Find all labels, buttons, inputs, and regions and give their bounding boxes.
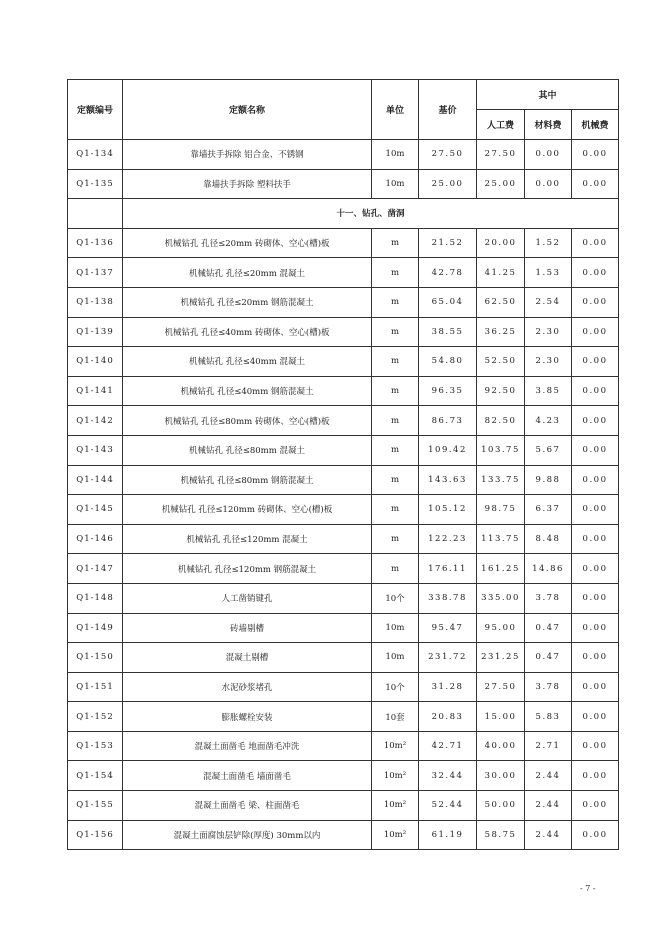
table-row — [68, 228, 619, 258]
code-cell: Q1-152 — [68, 702, 123, 732]
code-cell: Q1-148 — [68, 583, 123, 613]
material-cell: 6.37 — [525, 495, 572, 525]
code-cell: Q1-154 — [68, 761, 123, 791]
labor-cell: 27.50 — [477, 672, 525, 702]
material-cell: 8.48 — [525, 524, 572, 554]
base-price-cell: 20.83 — [419, 702, 477, 732]
name-cell: 机械钻孔 孔径≤120mm 混凝土 — [123, 524, 372, 554]
labor-cell: 58.75 — [477, 820, 525, 850]
base-price-cell: 95.47 — [419, 613, 477, 643]
material-cell: 4.23 — [525, 406, 572, 436]
material-cell: 0.00 — [525, 140, 572, 170]
table-row — [68, 140, 619, 170]
base-price-cell: 27.50 — [419, 140, 477, 170]
name-cell: 砖墙剔槽 — [123, 613, 372, 643]
material-cell: 5.83 — [525, 702, 572, 732]
machine-cell: 0.00 — [572, 791, 619, 821]
machine-cell: 0.00 — [572, 169, 619, 199]
material-cell: 3.78 — [525, 672, 572, 702]
table-row — [68, 791, 619, 821]
labor-cell: 92.50 — [477, 376, 525, 406]
header-name: 定额名称 — [123, 80, 372, 140]
unit-cell: m — [372, 317, 419, 347]
machine-cell: 0.00 — [572, 258, 619, 288]
unit-cell: m — [372, 524, 419, 554]
name-cell: 机械钻孔 孔径≤80mm 混凝土 — [123, 435, 372, 465]
code-cell: Q1-153 — [68, 731, 123, 761]
header-material: 材料费 — [525, 110, 572, 140]
material-cell: 5.67 — [525, 435, 572, 465]
unit-cell: 10m² — [372, 820, 419, 850]
machine-cell: 0.00 — [572, 731, 619, 761]
machine-cell: 0.00 — [572, 820, 619, 850]
labor-cell: 103.75 — [477, 435, 525, 465]
base-price-cell: 65.04 — [419, 287, 477, 317]
code-cell: Q1-137 — [68, 258, 123, 288]
machine-cell: 0.00 — [572, 347, 619, 377]
material-cell: 2.30 — [525, 347, 572, 377]
unit-cell: 10个 — [372, 583, 419, 613]
name-cell: 混凝土面凿毛 墙面凿毛 — [123, 761, 372, 791]
code-cell: Q1-143 — [68, 435, 123, 465]
machine-cell: 0.00 — [572, 376, 619, 406]
base-price-cell: 42.78 — [419, 258, 477, 288]
unit-cell: m — [372, 347, 419, 377]
code-cell: Q1-146 — [68, 524, 123, 554]
unit-cell: 10套 — [372, 702, 419, 732]
header-code: 定额编号 — [68, 80, 123, 140]
table-row — [68, 347, 619, 377]
unit-cell: 10m² — [372, 791, 419, 821]
material-cell: 3.85 — [525, 376, 572, 406]
header-labor: 人工费 — [477, 110, 525, 140]
unit-cell: m — [372, 465, 419, 495]
labor-cell: 335.00 — [477, 583, 525, 613]
table-row — [68, 524, 619, 554]
machine-cell: 0.00 — [572, 583, 619, 613]
unit-cell: m — [372, 495, 419, 525]
material-cell: 14.86 — [525, 554, 572, 584]
code-cell: Q1-145 — [68, 495, 123, 525]
name-cell: 机械钻孔 孔径≤120mm 钢筋混凝土 — [123, 554, 372, 584]
name-cell: 机械钻孔 孔径≤40mm 砖砌体、空心(槽)板 — [123, 317, 372, 347]
base-price-cell: 54.80 — [419, 347, 477, 377]
name-cell: 靠墙扶手拆除 铝合金、不锈钢 — [123, 140, 372, 170]
section-code-cell — [68, 199, 123, 229]
name-cell: 水泥砂浆堵孔 — [123, 672, 372, 702]
name-cell: 机械钻孔 孔径≤80mm 钢筋混凝土 — [123, 465, 372, 495]
labor-cell: 50.00 — [477, 791, 525, 821]
code-cell: Q1-144 — [68, 465, 123, 495]
table-row — [68, 317, 619, 347]
header-base-price: 基价 — [419, 80, 477, 140]
code-cell: Q1-141 — [68, 376, 123, 406]
table-row — [68, 169, 619, 199]
base-price-cell: 105.12 — [419, 495, 477, 525]
table-row — [68, 761, 619, 791]
labor-cell: 82.50 — [477, 406, 525, 436]
base-price-cell: 42.71 — [419, 731, 477, 761]
labor-cell: 133.75 — [477, 465, 525, 495]
material-cell: 2.44 — [525, 791, 572, 821]
table-body-before — [68, 140, 619, 199]
table-row — [68, 406, 619, 436]
name-cell: 机械钻孔 孔径≤40mm 钢筋混凝土 — [123, 376, 372, 406]
unit-cell: 10m — [372, 643, 419, 673]
labor-cell: 40.00 — [477, 731, 525, 761]
material-cell: 2.44 — [525, 761, 572, 791]
table-row — [68, 643, 619, 673]
name-cell: 混凝土剔槽 — [123, 643, 372, 673]
quota-table — [67, 79, 619, 850]
unit-cell: 10m — [372, 169, 419, 199]
unit-cell: m — [372, 258, 419, 288]
material-cell: 1.52 — [525, 228, 572, 258]
labor-cell: 25.00 — [477, 169, 525, 199]
machine-cell: 0.00 — [572, 435, 619, 465]
unit-cell: 10m² — [372, 731, 419, 761]
code-cell: Q1-134 — [68, 140, 123, 170]
header-row-1 — [68, 80, 619, 110]
material-cell: 2.71 — [525, 731, 572, 761]
unit-cell: m — [372, 435, 419, 465]
table-row — [68, 287, 619, 317]
base-price-cell: 122.23 — [419, 524, 477, 554]
labor-cell: 36.25 — [477, 317, 525, 347]
unit-cell: 10个 — [372, 672, 419, 702]
code-cell: Q1-156 — [68, 820, 123, 850]
machine-cell: 0.00 — [572, 672, 619, 702]
machine-cell: 0.00 — [572, 287, 619, 317]
material-cell: 9.88 — [525, 465, 572, 495]
name-cell: 混凝土面凿毛 地面凿毛冲洗 — [123, 731, 372, 761]
code-cell: Q1-149 — [68, 613, 123, 643]
material-cell: 2.30 — [525, 317, 572, 347]
table-row — [68, 554, 619, 584]
table-body-after — [68, 228, 619, 849]
labor-cell: 231.25 — [477, 643, 525, 673]
section-title: 十一、钻孔、凿洞 — [123, 199, 619, 229]
base-price-cell: 109.42 — [419, 435, 477, 465]
machine-cell: 0.00 — [572, 465, 619, 495]
code-cell: Q1-140 — [68, 347, 123, 377]
material-cell: 3.78 — [525, 583, 572, 613]
table-row — [68, 731, 619, 761]
machine-cell: 0.00 — [572, 761, 619, 791]
code-cell: Q1-150 — [68, 643, 123, 673]
table-row — [68, 465, 619, 495]
code-cell: Q1-138 — [68, 287, 123, 317]
unit-cell: 10m — [372, 140, 419, 170]
table-row — [68, 495, 619, 525]
name-cell: 膨胀螺栓安装 — [123, 702, 372, 732]
machine-cell: 0.00 — [572, 613, 619, 643]
unit-cell: 10m — [372, 613, 419, 643]
machine-cell: 0.00 — [572, 317, 619, 347]
base-price-cell: 31.28 — [419, 672, 477, 702]
material-cell: 0.00 — [525, 169, 572, 199]
labor-cell: 41.25 — [477, 258, 525, 288]
name-cell: 机械钻孔 孔径≤20mm 混凝土 — [123, 258, 372, 288]
header-machine: 机械费 — [572, 110, 619, 140]
header-group: 其中 — [477, 80, 619, 110]
code-cell: Q1-151 — [68, 672, 123, 702]
table-row — [68, 702, 619, 732]
name-cell: 混凝土面凿毛 梁、柱面凿毛 — [123, 791, 372, 821]
name-cell: 机械钻孔 孔径≤40mm 混凝土 — [123, 347, 372, 377]
material-cell: 1.53 — [525, 258, 572, 288]
labor-cell: 161.25 — [477, 554, 525, 584]
table-row — [68, 583, 619, 613]
code-cell: Q1-155 — [68, 791, 123, 821]
base-price-cell: 338.78 — [419, 583, 477, 613]
base-price-cell: 25.00 — [419, 169, 477, 199]
labor-cell: 52.50 — [477, 347, 525, 377]
table-row — [68, 613, 619, 643]
code-cell: Q1-142 — [68, 406, 123, 436]
machine-cell: 0.00 — [572, 702, 619, 732]
table-row — [68, 435, 619, 465]
code-cell: Q1-139 — [68, 317, 123, 347]
labor-cell: 98.75 — [477, 495, 525, 525]
name-cell: 机械钻孔 孔径≤80mm 砖砌体、空心(槽)板 — [123, 406, 372, 436]
unit-cell: 10m² — [372, 761, 419, 791]
labor-cell: 113.75 — [477, 524, 525, 554]
base-price-cell: 86.73 — [419, 406, 477, 436]
table-row — [68, 376, 619, 406]
material-cell: 0.47 — [525, 613, 572, 643]
machine-cell: 0.00 — [572, 554, 619, 584]
machine-cell: 0.00 — [572, 643, 619, 673]
material-cell: 2.44 — [525, 820, 572, 850]
base-price-cell: 21.52 — [419, 228, 477, 258]
base-price-cell: 143.63 — [419, 465, 477, 495]
base-price-cell: 96.35 — [419, 376, 477, 406]
base-price-cell: 61.19 — [419, 820, 477, 850]
name-cell: 混凝土面腐蚀层铲除(厚度) 30mm以内 — [123, 820, 372, 850]
base-price-cell: 176.11 — [419, 554, 477, 584]
base-price-cell: 52.44 — [419, 791, 477, 821]
machine-cell: 0.00 — [572, 495, 619, 525]
unit-cell: m — [372, 228, 419, 258]
name-cell: 机械钻孔 孔径≤120mm 砖砌体、空心(槽)板 — [123, 495, 372, 525]
machine-cell: 0.00 — [572, 524, 619, 554]
unit-cell: m — [372, 554, 419, 584]
base-price-cell: 231.72 — [419, 643, 477, 673]
unit-cell: m — [372, 376, 419, 406]
table-row — [68, 820, 619, 850]
labor-cell: 15.00 — [477, 702, 525, 732]
code-cell: Q1-136 — [68, 228, 123, 258]
machine-cell: 0.00 — [572, 140, 619, 170]
unit-cell: m — [372, 287, 419, 317]
name-cell: 靠墙扶手拆除 塑料扶手 — [123, 169, 372, 199]
material-cell: 2.54 — [525, 287, 572, 317]
labor-cell: 20.00 — [477, 228, 525, 258]
page-number: - 7 - — [580, 884, 596, 893]
material-cell: 0.47 — [525, 643, 572, 673]
base-price-cell: 38.55 — [419, 317, 477, 347]
code-cell: Q1-147 — [68, 554, 123, 584]
table-row — [68, 258, 619, 288]
name-cell: 人工凿销键孔 — [123, 583, 372, 613]
unit-cell: m — [372, 406, 419, 436]
header-unit: 单位 — [372, 80, 419, 140]
labor-cell: 62.50 — [477, 287, 525, 317]
code-cell: Q1-135 — [68, 169, 123, 199]
section-body — [68, 199, 619, 229]
name-cell: 机械钻孔 孔径≤20mm 砖砌体、空心(槽)板 — [123, 228, 372, 258]
name-cell: 机械钻孔 孔径≤20mm 钢筋混凝土 — [123, 287, 372, 317]
labor-cell: 27.50 — [477, 140, 525, 170]
machine-cell: 0.00 — [572, 228, 619, 258]
labor-cell: 95.00 — [477, 613, 525, 643]
base-price-cell: 32.44 — [419, 761, 477, 791]
section-row — [68, 199, 619, 229]
machine-cell: 0.00 — [572, 406, 619, 436]
labor-cell: 30.00 — [477, 761, 525, 791]
table-row — [68, 672, 619, 702]
